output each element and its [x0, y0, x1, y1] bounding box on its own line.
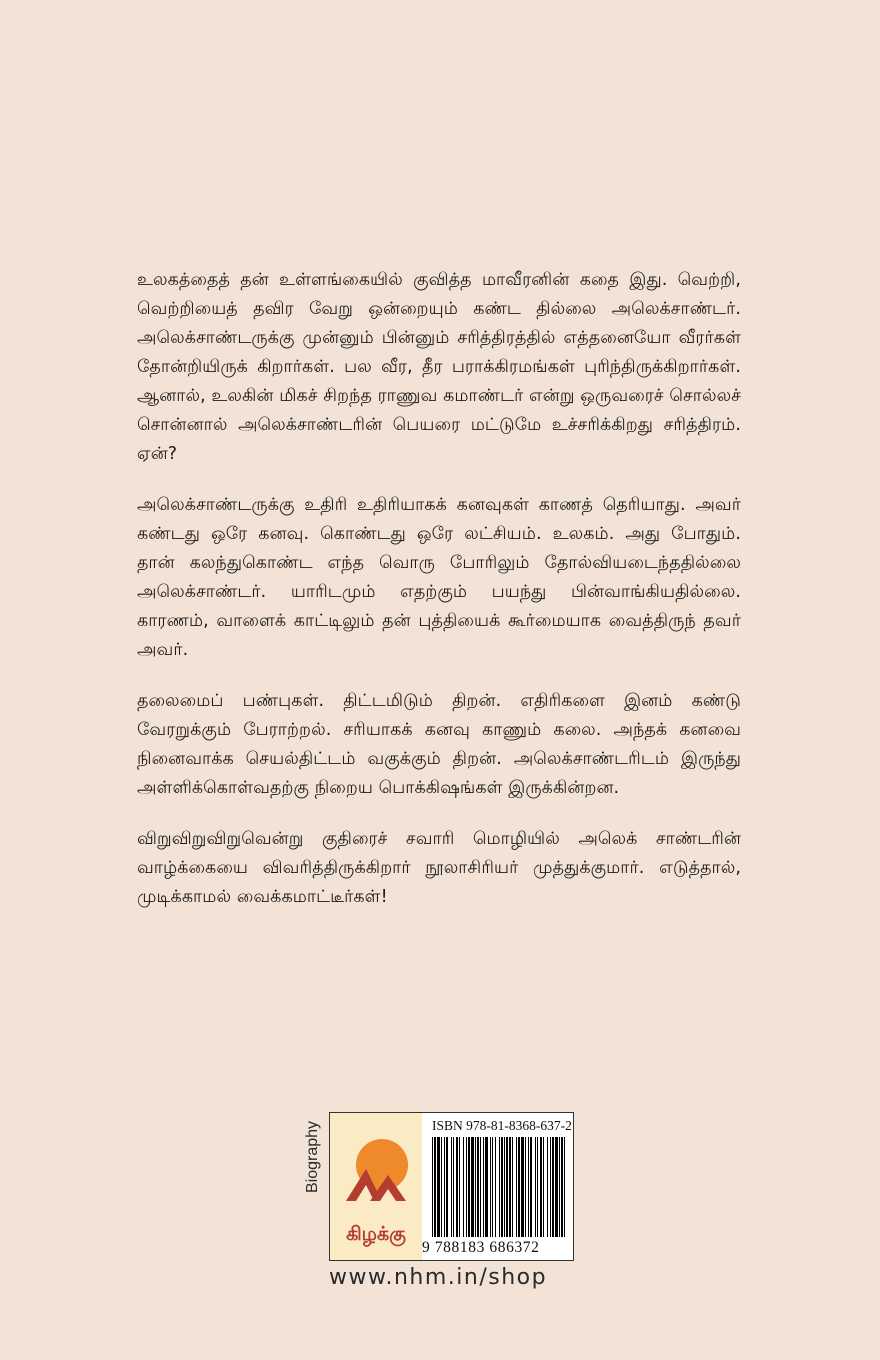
- barcode-number: 9 788183 686372: [422, 1239, 540, 1256]
- blurb-paragraph-3: தலைமைப் பண்புகள். திட்டமிடும் திறன். எதிரிகளை இனம் கண்டு வேரறுக்கும் பேராற்றல். சரியாகக் கனவு காணும் கலை. அந்தக் கனவை நினைவாக்க செயல்திட்டம் வகுக்கும் திறன். அலெக்சாண்டரிடம் இருந்து அள்ளிக்கொள்வதற்கு நிறைய பொக்கிஷங்கள் இருக்கின்றன.: [137, 691, 741, 798]
- sun-over-mountains-icon: [330, 1113, 422, 1260]
- publisher-logo: [330, 1113, 422, 1260]
- isbn-number: ISBN 978-81-8368-637-2: [432, 1118, 572, 1133]
- genre-label: [302, 1112, 324, 1202]
- genre-label-text: Biography: [304, 1120, 321, 1194]
- blurb-paragraph-1: உலகத்தைத் தன் உள்ளங்கையில் குவித்த மாவீரனின் கதை இது. வெற்றி, வெற்றியைத் தவிர வேறு ஒன்றையும் கண்ட தில்லை அலெக்சாண்டர். அலெக்சாண்டருக்கு முன்னும் பின்னும் சரித்திரத்தில் எத்தனையோ வீரர்கள் தோன்றியிருக் கிறார்கள். பல வீர, தீர பராக்கிரமங்கள் புரிந்திருக்கிறார்கள். ஆனால், உலகின் மிகச் சிறந்த ராணுவ கமாண்டர் என்று ஒருவரைச் சொல்லச் சொன்னால் அலெக்சாண்டரின் பெயரை மட்டுமே உச்சரிக்கிறது சரித்திரம். ஏன்?: [137, 270, 741, 464]
- isbn-barcode-box: [329, 1112, 574, 1261]
- blurb-paragraph-2: அலெக்சாண்டருக்கு உதிரி உதிரியாகக் கனவுகள் காணத் தெரியாது. அவர் கண்டது ஒரே கனவு. கொண்டது ஒரே லட்சியம். உலகம். அது போதும். தான் கலந்துகொண்ட எந்த வொரு போரிலும் தோல்வியடைந்ததில்லை அலெக்சாண்டர். யாரிடமும் எதற்கும் பயந்து பின்வாங்கியதில்லை. காரணம், வாளைக் காட்டிலும் தன் புத்தியைக் கூர்மையாக வைத்திருந் தவர் அவர்.: [137, 495, 741, 660]
- back-cover-blurb: [137, 266, 741, 934]
- publisher-logo-text: கிழக்கு: [346, 1223, 406, 1245]
- shop-url[interactable]: www.nhm.in/shop: [329, 1265, 548, 1290]
- blurb-paragraph-4: விறுவிறுவிறுவென்று குதிரைச் சவாரி மொழியில் அலெக் சாண்டரின் வாழ்க்கையை விவரித்திருக்கிறார் நூலாசிரியர் முத்துக்குமார். எடுத்தால், முடிக்காமல் வைக்கமாட்டீர்கள்!: [137, 829, 741, 907]
- barcode-image: [430, 1137, 568, 1237]
